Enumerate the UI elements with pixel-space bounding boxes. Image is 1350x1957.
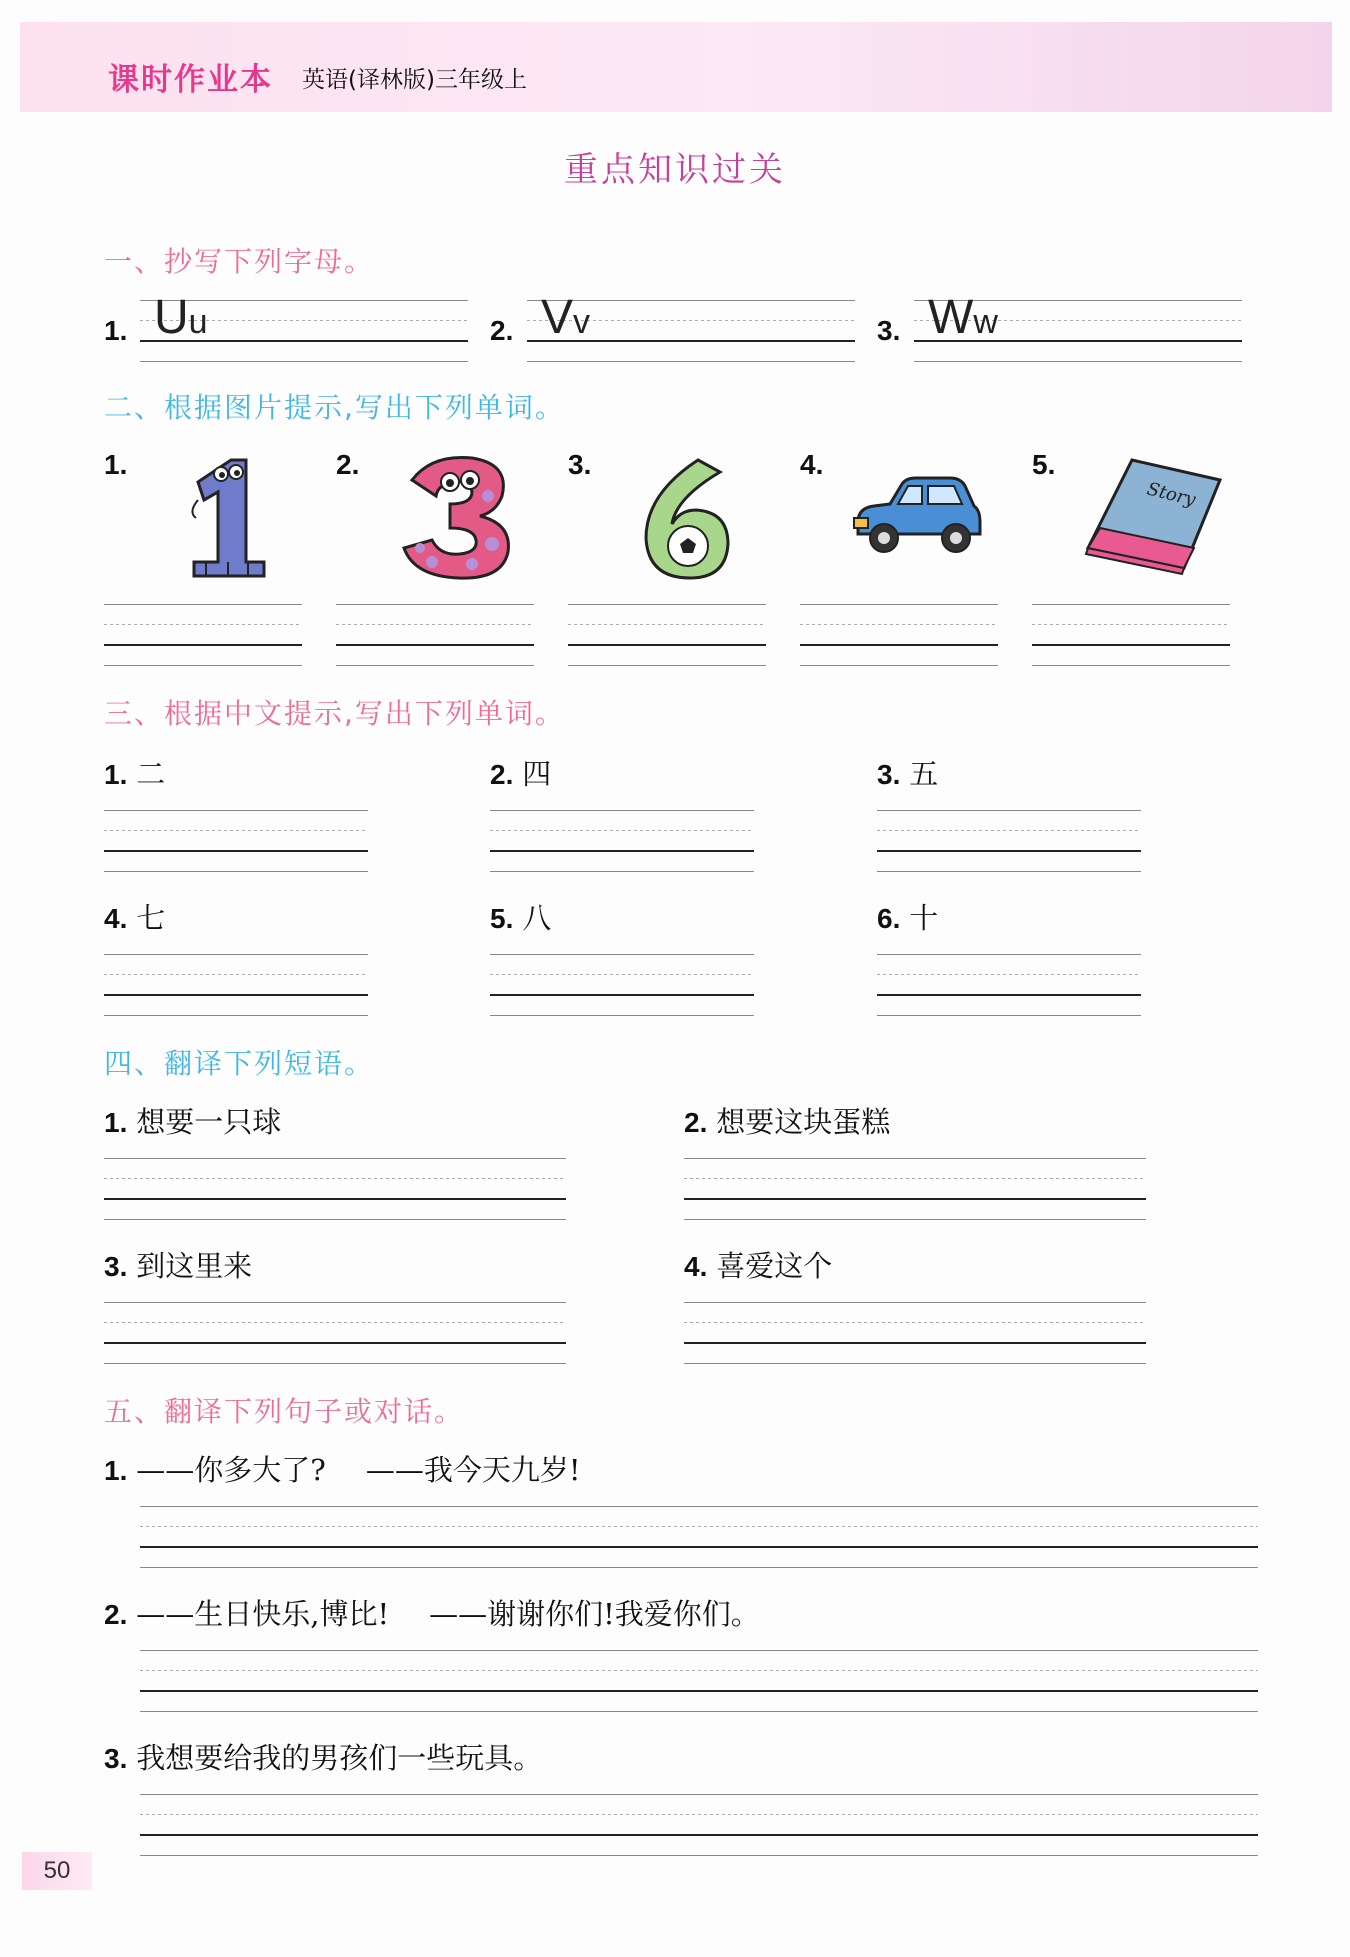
s3-item-3: 3. 五: [877, 757, 939, 791]
section-4-heading: 四、翻译下列短语。: [104, 1047, 375, 1080]
car-icon: [850, 474, 984, 564]
s4-item-2-writing-lines[interactable]: [684, 1158, 1146, 1220]
s5-item-3-writing-lines[interactable]: [140, 1794, 1258, 1856]
s4-item-4: 4. 喜爱这个: [684, 1249, 833, 1283]
s1-item-2-writing-lines[interactable]: [527, 291, 855, 362]
section-1-heading: 一、抄写下列字母。: [104, 245, 375, 278]
s5-item-3: 3. 我想要给我的男孩们一些玩具。: [104, 1741, 543, 1775]
s1-item-3-letters: Ww: [928, 291, 998, 344]
section-5-heading: 五、翻译下列句子或对话。: [104, 1395, 465, 1428]
s5-item-2-writing-lines[interactable]: [140, 1650, 1258, 1712]
s2-item-1-num: 1.: [104, 449, 128, 480]
s5-item-1-writing-lines[interactable]: [140, 1506, 1258, 1568]
s3-item-4: 4. 七: [104, 901, 166, 935]
s4-item-3: 3. 到这里来: [104, 1249, 253, 1283]
storybook-icon: [1084, 456, 1224, 576]
s2-item-2-num: 2.: [336, 449, 360, 480]
s2-item-2-writing-lines[interactable]: [336, 604, 534, 666]
s5-item-1: 1. ——你多大了? ——我今天九岁!: [104, 1453, 581, 1487]
s3-item-2: 2. 四: [490, 757, 552, 791]
s3-item-5-writing-lines[interactable]: [490, 954, 754, 1016]
page-title: 重点知识过关: [564, 150, 786, 190]
s1-item-3-num: 3.: [877, 315, 901, 346]
s1-item-3-writing-lines[interactable]: [914, 291, 1242, 362]
s2-item-4-num: 4.: [800, 449, 824, 480]
s3-item-1-writing-lines[interactable]: [104, 810, 368, 872]
s2-item-4-writing-lines[interactable]: [800, 604, 998, 666]
s3-item-6-writing-lines[interactable]: [877, 954, 1141, 1016]
s3-item-5: 5. 八: [490, 901, 552, 935]
s3-item-4-writing-lines[interactable]: [104, 954, 368, 1016]
section-2-heading: 二、根据图片提示,写出下列单词。: [104, 391, 565, 424]
s4-item-3-writing-lines[interactable]: [104, 1302, 566, 1364]
s5-item-2: 2. ——生日快乐,博比! ——谢谢你们!我爱你们。: [104, 1597, 760, 1631]
s4-item-2: 2. 想要这块蛋糕: [684, 1105, 891, 1139]
number-six-icon: [636, 454, 736, 582]
s4-item-4-writing-lines[interactable]: [684, 1302, 1146, 1364]
section-3-heading: 三、根据中文提示,写出下列单词。: [104, 697, 565, 730]
s1-item-1-letters: Uu: [154, 291, 208, 344]
number-three-icon: [392, 452, 522, 582]
s2-item-3-writing-lines[interactable]: [568, 604, 766, 666]
s3-item-3-writing-lines[interactable]: [877, 810, 1141, 872]
number-one-icon: [176, 452, 276, 582]
brand-title: 课时作业本: [108, 62, 273, 98]
s1-item-2-letters: Vv: [541, 291, 591, 344]
s3-item-2-writing-lines[interactable]: [490, 810, 754, 872]
s2-item-1-writing-lines[interactable]: [104, 604, 302, 666]
s4-item-1: 1. 想要一只球: [104, 1105, 282, 1139]
s1-item-1-writing-lines[interactable]: [140, 291, 468, 362]
page-number: 50: [22, 1852, 92, 1890]
s4-item-1-writing-lines[interactable]: [104, 1158, 566, 1220]
s2-item-5-num: 5.: [1032, 449, 1056, 480]
s1-item-2-num: 2.: [490, 315, 514, 346]
book-subtitle: 英语(译林版)三年级上: [302, 67, 527, 93]
s2-item-5-writing-lines[interactable]: [1032, 604, 1230, 666]
s3-item-6: 6. 十: [877, 901, 939, 935]
s3-item-1: 1. 二: [104, 757, 166, 791]
s2-item-3-num: 3.: [568, 449, 592, 480]
s1-item-1-num: 1.: [104, 315, 128, 346]
book-cover-label: Story: [1144, 478, 1198, 511]
